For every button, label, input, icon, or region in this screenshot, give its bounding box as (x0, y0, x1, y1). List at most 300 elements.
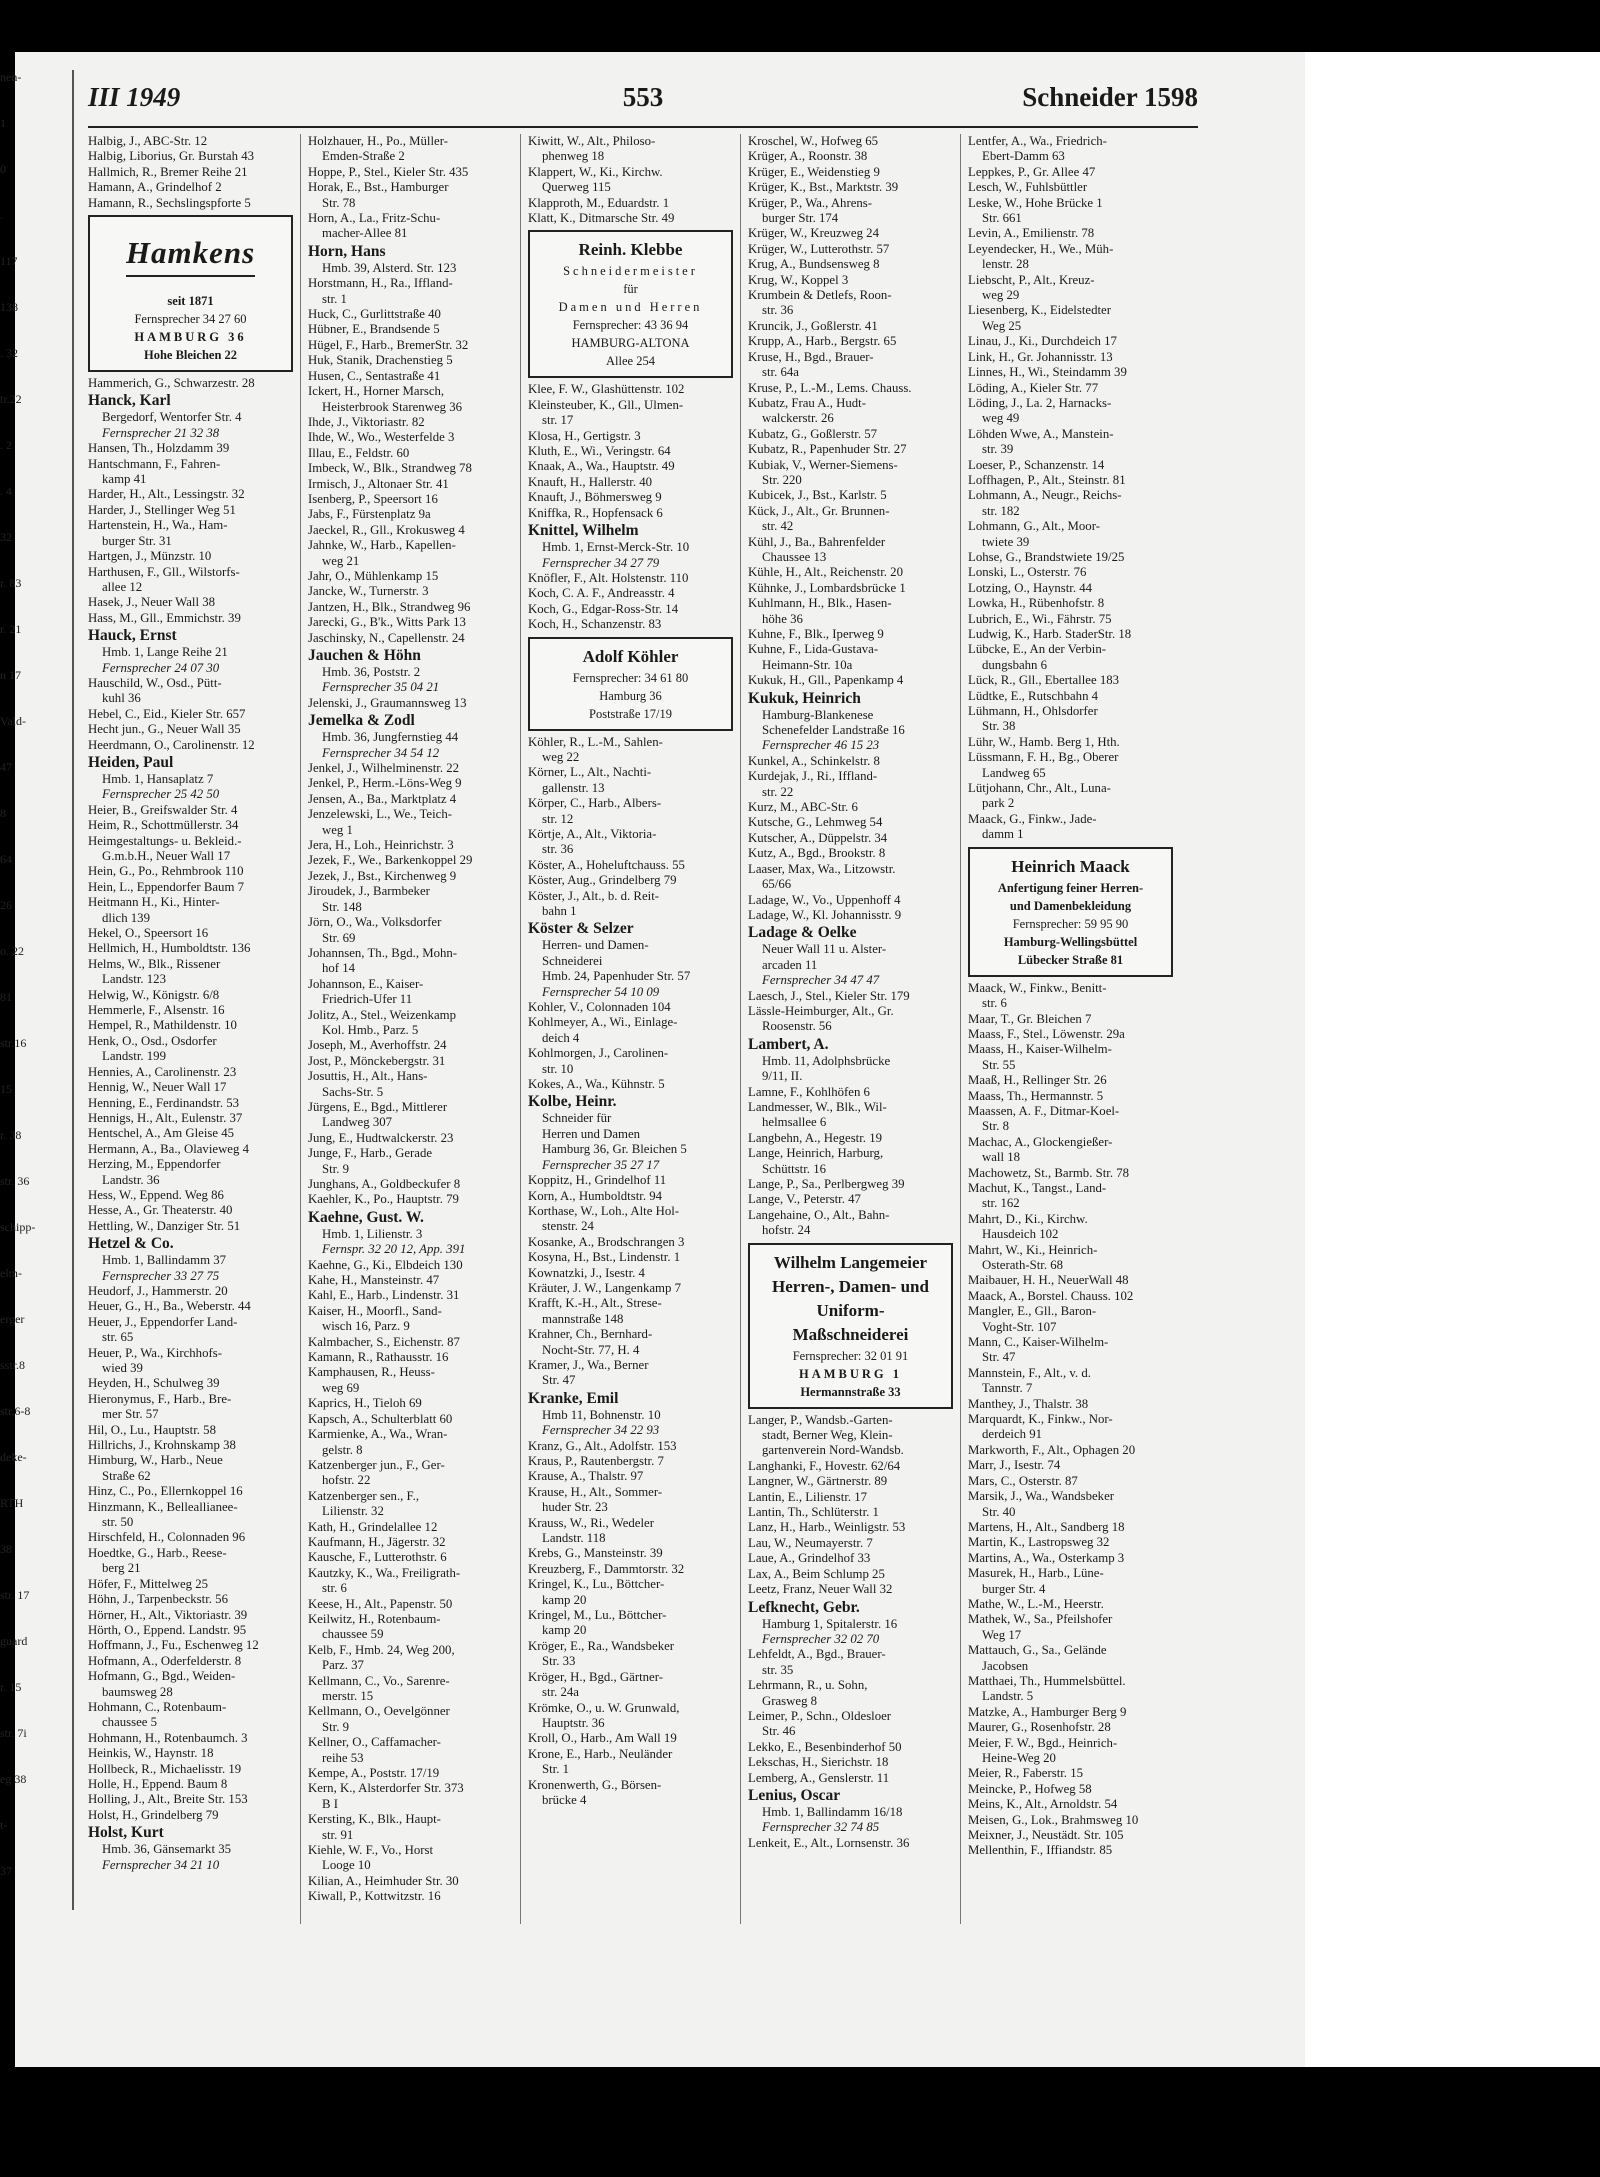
directory-entry: Hebel, C., Eid., Kieler Str. 657 (88, 706, 246, 721)
directory-entry: Maurer, G., Rosenhofstr. 28 (968, 1720, 1111, 1735)
directory-entry: Maass, H., Kaiser-Wilhelm- (968, 1042, 1112, 1057)
directory-entry: Fernsprecher 35 04 21 (322, 680, 440, 695)
directory-entry: Helms, W., Blk., Rissener (88, 956, 221, 971)
directory-entry: Hasek, J., Neuer Wall 38 (88, 595, 216, 610)
directory-entry: huder Str. 23 (542, 1500, 608, 1515)
directory-entry: Leetz, Franz, Neuer Wall 32 (748, 1582, 893, 1597)
directory-entry: Krüger, W., Kreuzweg 24 (748, 226, 879, 241)
gutter-fragment: sstr.8 (0, 1358, 26, 1372)
ad-line: Fernsprecher: 32 01 91 (792, 1348, 909, 1363)
directory-entry: Str. 661 (982, 211, 1022, 226)
directory-entry: Hoedtke, G., Harb., Reese- (88, 1545, 227, 1560)
directory-entry: wisch 16, Parz. 9 (322, 1319, 410, 1334)
directory-entry: Lück, R., Gll., Ebertallee 183 (968, 673, 1120, 688)
directory-entry: weg 29 (982, 288, 1020, 303)
directory-entry: Kiwitt, W., Alt., Philoso- (528, 134, 656, 148)
advertisement-box (88, 215, 293, 372)
directory-entry: Hempel, R., Mathildenstr. 10 (88, 1018, 237, 1033)
ad-line: Lübecker Straße 81 (1017, 952, 1124, 967)
column-3 (528, 134, 733, 1924)
directory-entry: Krause, A., Thalstr. 97 (528, 1469, 644, 1484)
firm-heading: Ladage & Oelke (748, 924, 857, 942)
directory-entry: Fernsprecher 34 27 79 (542, 555, 660, 570)
directory-entry: Kronenwerth, G., Börsen- (528, 1777, 662, 1792)
directory-entry: Horak, E., Bst., Hamburger (308, 180, 449, 195)
directory-entry: Hillrichs, J., Krohnskamp 38 (88, 1438, 236, 1453)
directory-entry: Fernsprecher 34 22 93 (542, 1423, 660, 1438)
directory-entry: Fernsprecher 34 47 47 (762, 973, 880, 988)
directory-entry: arcaden 11 (762, 957, 818, 972)
directory-entry: Voght-Str. 107 (982, 1319, 1057, 1334)
directory-entry: Jenkel, J., Wilhelminenstr. 22 (308, 761, 460, 776)
directory-entry: kuhl 36 (102, 691, 141, 706)
directory-entry: Kaehne, G., Ki., Elbdeich 130 (308, 1257, 463, 1272)
directory-entry: Hass, M., Gll., Emmichstr. 39 (88, 610, 241, 625)
directory-entry: Leske, W., Hohe Brücke 1 (968, 195, 1103, 210)
directory-entry: Köster, A., Hoheluftchauss. 55 (528, 857, 685, 872)
directory-entry: Ickert, H., Horner Marsch, (308, 384, 445, 399)
directory-entry: Hamburg-Blankenese (762, 707, 874, 722)
directory-entry: Krüger, W., Lutterothstr. 57 (748, 241, 890, 256)
directory-entry: Krafft, K.-H., Alt., Strese- (528, 1296, 662, 1311)
directory-entry: Harder, J., Stellinger Weg 51 (88, 502, 236, 517)
directory-entry: Kohler, V., Colonnaden 104 (528, 1000, 671, 1015)
directory-entry: Hohmann, C., Rotenbaum- (88, 1699, 227, 1714)
column-4 (748, 134, 953, 1924)
directory-entry: Straße 62 (102, 1468, 151, 1483)
directory-entry: Kruse, H., Bgd., Brauer- (748, 349, 874, 364)
directory-entry: Kutsche, G., Lehmweg 54 (748, 815, 883, 830)
directory-entry: Parz. 37 (322, 1658, 364, 1673)
directory-entry: Lehfeldt, A., Bgd., Brauer- (748, 1647, 886, 1662)
directory-entry: Hieronymus, F., Harb., Bre- (88, 1391, 232, 1406)
firm-heading: Holst, Kurt (88, 1824, 164, 1842)
directory-entry: Heuer, G., H., Ba., Weberstr. 44 (88, 1299, 251, 1314)
ad-line: Fernsprecher: 43 36 94 (572, 318, 689, 333)
directory-entry: Krüger, E., Weidenstieg 9 (748, 164, 880, 179)
directory-entry: Krug, A., Bundsensweg 8 (748, 257, 880, 272)
directory-entry: Kohlmeyer, A., Wi., Einlage- (528, 1015, 678, 1030)
directory-entry: weg 1 (322, 822, 353, 837)
directory-entry: Meier, F. W., Bgd., Heinrich- (968, 1735, 1118, 1750)
directory-entry: Hollbeck, R., Michaelisstr. 19 (88, 1761, 242, 1776)
directory-entry: Grasweg 8 (762, 1693, 818, 1708)
gutter-fragment: Vald- (0, 714, 26, 728)
directory-entry: str. 17 (542, 413, 574, 428)
directory-entry: Meins, K., Alt., Arnoldstr. 54 (968, 1797, 1118, 1812)
directory-entry: Lowka, H., Rübenhofstr. 8 (968, 596, 1105, 611)
directory-entry: Landstr. 5 (982, 1689, 1034, 1704)
directory-entry: Maack, A., Borstel. Chauss. 102 (968, 1288, 1134, 1303)
directory-entry: Lekschas, H., Sierichstr. 18 (748, 1755, 889, 1770)
directory-entry: Kleinsteuber, K., Gll., Ulmen- (528, 397, 684, 412)
directory-entry: Krumbein & Detlefs, Roon- (748, 288, 892, 303)
directory-entry: Harthusen, F., Gll., Wilstorfs- (88, 564, 240, 579)
directory-entry: Machac, A., Glockengießer- (968, 1134, 1113, 1149)
ad-line: Fernsprecher 34 27 60 (134, 312, 247, 327)
gutter-fragment: 0 (0, 162, 6, 176)
directory-entry: Ihde, W., Wo., Westerfelde 3 (308, 430, 455, 445)
directory-entry: Johannson, E., Kaiser- (308, 976, 424, 991)
directory-entry: Kühnke, J., Lombardsbrücke 1 (748, 580, 906, 595)
ad-line: HAMBURG-ALTONA (571, 336, 690, 351)
directory-entry: weg 69 (322, 1380, 360, 1395)
directory-entry: Friedrich-Ufer 11 (322, 992, 413, 1007)
directory-entry: reihe 53 (322, 1750, 364, 1765)
directory-entry: Laesch, J., Stel., Kieler Str. 179 (748, 988, 910, 1003)
ad-line: für (623, 282, 638, 297)
directory-entry: Hansen, Th., Holzdamm 39 (88, 441, 230, 456)
directory-entry: Kaufmann, H., Jägerstr. 32 (308, 1534, 446, 1549)
directory-entry: Hartgen, J., Münzstr. 10 (88, 549, 212, 564)
column-5 (968, 134, 1173, 1924)
directory-entry: Lesch, W., Fuhlsbüttler (968, 180, 1088, 195)
gutter-fragment: RTH (0, 1496, 24, 1510)
directory-entry: Heine-Weg 20 (982, 1751, 1056, 1765)
directory-entry: kamp 20 (542, 1623, 587, 1638)
directory-entry: str. 6 (982, 996, 1007, 1011)
directory-entry: Krug, W., Koppel 3 (748, 272, 849, 287)
directory-entry: Hauptstr. 36 (542, 1715, 605, 1730)
directory-entry: wied 39 (102, 1361, 143, 1375)
directory-entry: Matzke, A., Hamburger Berg 9 (968, 1704, 1127, 1719)
directory-entry: str. 10 (542, 1061, 574, 1076)
directory-entry: Keilwitz, H., Rotenbaum- (308, 1611, 441, 1626)
gutter-fragment: r. 83 (0, 576, 22, 590)
directory-entry: Junge, F., Harb., Gerade (308, 1146, 433, 1161)
directory-entry: Heudorf, J., Hammerstr. 20 (88, 1283, 228, 1298)
directory-entry: str. 1 (322, 291, 347, 306)
directory-entry: Hamburg 1, Spitalerstr. 16 (762, 1616, 898, 1631)
directory-entry: str. 162 (982, 1196, 1020, 1211)
directory-entry: Loeser, P., Schanzenstr. 14 (968, 457, 1105, 472)
directory-entry: Lilienstr. 32 (322, 1504, 384, 1519)
directory-entry: Weg 17 (982, 1627, 1022, 1642)
directory-entry: Kräuter, J. W., Langenkamp 7 (528, 1280, 682, 1295)
directory-entry: Kurz, M., ABC-Str. 6 (748, 800, 858, 815)
directory-entry: Hmb 11, Bohnenstr. 10 (542, 1407, 661, 1422)
directory-entry: Martin, K., Lastropsweg 32 (968, 1535, 1110, 1550)
directory-entry: Höfer, F., Mittelweg 25 (88, 1576, 209, 1591)
directory-entry: Kubatz, R., Papenhuder Str. 27 (748, 442, 907, 457)
directory-entry: Heisterbrook Starenweg 36 (322, 399, 463, 414)
firm-heading: Lefknecht, Gebr. (748, 1598, 860, 1616)
directory-entry: Hmb. 1, Hansaplatz 7 (102, 771, 214, 786)
ad-line: Hamburg-Wellingsbüttel (1003, 934, 1138, 949)
directory-entry: Horstmann, H., Ra., Iffland- (308, 276, 453, 291)
directory-entry: Kubicek, J., Bst., Karlstr. 5 (748, 488, 887, 503)
directory-entry: str. 65 (102, 1330, 134, 1345)
directory-entry: Meisen, G., Lok., Brahmsweg 10 (968, 1812, 1139, 1827)
directory-entry: Husen, C., Sentastraße 41 (308, 368, 441, 383)
directory-entry: Lantin, E., Lilienstr. 17 (748, 1489, 868, 1504)
directory-entry: Jürgens, E., Bgd., Mittlerer (308, 1099, 448, 1114)
directory-entry: Mahrt, D., Ki., Kirchw. (968, 1211, 1088, 1226)
ad-line: Poststraße 17/19 (589, 706, 672, 721)
firm-heading: Heiden, Paul (88, 753, 174, 771)
directory-entry: Kersting, K., Blk., Haupt- (308, 1812, 441, 1827)
directory-entry: str. 12 (542, 811, 574, 826)
directory-entry: Lonski, L., Osterstr. 76 (968, 565, 1087, 580)
directory-entry: Landweg 65 (982, 765, 1046, 780)
directory-entry: Schneiderei (542, 953, 603, 968)
directory-entry: Lässle-Heimburger, Alt., Gr. (748, 1003, 894, 1018)
directory-entry: Liesenberg, K., Eidelstedter (968, 303, 1111, 318)
gutter-fragment: eg 38 (0, 1772, 27, 1786)
directory-entry: Hamann, R., Sechslingspforte 5 (88, 195, 251, 210)
directory-entry: Hmb. 1, Lilienstr. 3 (322, 1226, 423, 1241)
firm-heading: Kaehne, Gust. W. (308, 1208, 424, 1226)
directory-entry: Fernsprecher 34 21 10 (102, 1857, 220, 1872)
directory-entry: B I (322, 1796, 338, 1811)
directory-entry: Tannstr. 7 (982, 1381, 1033, 1396)
directory-entry: Kringel, M., Lu., Böttcher- (528, 1608, 667, 1623)
directory-entry: Klee, F. W., Glashüttenstr. 102 (528, 382, 685, 397)
gutter-fragment: r. 15 (0, 1680, 22, 1694)
directory-entry: Jarecki, G., B'k., Witts Park 13 (308, 615, 466, 630)
gutter-fragment: 38 (0, 1542, 12, 1556)
directory-entry: Holzhauer, H., Po., Müller- (308, 134, 448, 148)
directory-entry: Junghans, A., Goldbeckufer 8 (308, 1177, 461, 1191)
directory-entry: Laue, A., Grindelhof 33 (748, 1551, 871, 1566)
gutter-fragment: nen- (0, 70, 22, 84)
advertisement-box (528, 230, 733, 378)
directory-entry: burger Str. 174 (762, 211, 839, 226)
directory-entry: Kubatz, G., Goßlerstr. 57 (748, 426, 878, 441)
directory-entry: Herzing, M., Eppendorfer (88, 1157, 221, 1172)
directory-entry: Hauschild, W., Osd., Pütt- (88, 675, 222, 690)
directory-entry: Hartenstein, H., Wa., Ham- (88, 518, 228, 533)
directory-entry: Lühmann, H., Ohlsdorfer (968, 704, 1098, 719)
directory-entry: Lubrich, E., Wi., Fährstr. 75 (968, 611, 1112, 626)
directory-entry: Mannstein, F., Alt., v. d. (968, 1365, 1091, 1380)
directory-entry: Str. 38 (982, 719, 1016, 734)
directory-entry: Lange, V., Peterstr. 47 (748, 1192, 861, 1207)
directory-entry: Mellenthin, F., Iffiandstr. 85 (968, 1843, 1113, 1858)
directory-entry: Jera, H., Loh., Heinrichstr. 3 (308, 838, 454, 853)
directory-entry: Holst, H., Grindelberg 79 (88, 1807, 219, 1822)
directory-entry: Fernsprecher 21 32 38 (102, 425, 220, 440)
directory-entry: Hmb. 1, Ballindamm 16/18 (762, 1804, 903, 1819)
directory-entry: Heimann-Str. 10a (762, 657, 853, 672)
gutter-fragment: str.16 (0, 1036, 27, 1050)
directory-entry: Henk, O., Osd., Osdorfer (88, 1033, 217, 1048)
directory-entry: Kahe, H., Mansteinstr. 47 (308, 1273, 440, 1288)
directory-entry: Jiroudek, J., Barmbeker (308, 884, 430, 899)
directory-entry: weg 21 (322, 553, 360, 568)
directory-entry: Marsik, J., Wa., Wandsbeker (968, 1489, 1115, 1504)
directory-entry: Lau, W., Neumayerstr. 7 (748, 1535, 873, 1550)
ad-line: seit 1871 (167, 294, 214, 309)
directory-entry: Hamburg 36, Gr. Bleichen 5 (542, 1142, 687, 1157)
directory-entry: brücke 4 (542, 1792, 587, 1807)
directory-entry: Himburg, W., Harb., Neue (88, 1453, 223, 1468)
directory-entry: Levin, A., Emilienstr. 78 (968, 226, 1095, 241)
directory-entry: Jung, E., Hudtwalckerstr. 23 (308, 1130, 454, 1145)
directory-entry: Kroschel, W., Hofweg 65 (748, 134, 879, 148)
directory-entry: Manthey, J., Thalstr. 38 (968, 1396, 1089, 1411)
directory-entry: mannstraße 148 (542, 1311, 624, 1326)
directory-entry: Kautzky, K., Wa., Freiligrath- (308, 1565, 461, 1580)
directory-entry: Jacobsen (982, 1658, 1029, 1673)
directory-entry: Koch, G., Edgar-Ross-Str. 14 (528, 601, 679, 616)
directory-entry: Emden-Straße 2 (322, 149, 405, 164)
directory-entry: kamp 41 (102, 472, 147, 487)
directory-entry: Mahrt, W., Ki., Heinrich- (968, 1242, 1098, 1257)
ad-line: Wilhelm Langemeier (773, 1252, 928, 1272)
directory-entry: Kaprics, H., Tieloh 69 (308, 1396, 422, 1411)
directory-entry: Marquardt, K., Finkw., Nor- (968, 1412, 1113, 1427)
directory-entry: Ladage, W., Kl. Johannisstr. 9 (748, 907, 902, 922)
directory-entry: Leyendecker, H., We., Müh- (968, 241, 1114, 256)
directory-entry: Hohmann, H., Rotenbaumch. 3 (88, 1730, 248, 1745)
directory-entry: Jantzen, H., Blk., Strandweg 96 (308, 599, 471, 614)
directory-entry: Fernsprecher 24 07 30 (102, 660, 220, 675)
header-page-number: 553 (622, 82, 664, 112)
header-running-title: Schneider 1598 (1022, 82, 1198, 112)
gutter-fragment: 81 (0, 990, 12, 1004)
ad-line: Hamburg 36 (599, 688, 662, 703)
firm-heading: Horn, Hans (308, 242, 386, 260)
directory-entry: Lemberg, A., Genslerstr. 11 (748, 1770, 890, 1785)
directory-entry: Hmb. 39, Alsterd. Str. 123 (322, 260, 457, 275)
firm-heading: Hetzel & Co. (88, 1235, 174, 1253)
directory-entry: Hennig, W., Neuer Wall 17 (88, 1080, 227, 1095)
directory-entry: Fernsprecher 35 27 17 (542, 1157, 660, 1172)
directory-entry: Horn, A., La., Fritz-Schu- (308, 211, 441, 226)
gutter-fragment: 117 (0, 254, 18, 268)
directory-entry: Str. 8 (982, 1119, 1010, 1134)
directory-entry: Matthaei, Th., Hummelsbüttel. (968, 1673, 1126, 1688)
directory-entry: Harder, H., Alt., Lessingstr. 32 (88, 487, 245, 502)
directory-entry: Hmb. 24, Papenhuder Str. 57 (542, 969, 691, 984)
directory-entry: Fernsprecher 32 74 85 (762, 1820, 880, 1835)
directory-entry: Lohse, G., Brandstwiete 19/25 (968, 549, 1125, 564)
directory-entry: baumsweg 28 (102, 1684, 173, 1699)
directory-entry: Kern, K., Alsterdorfer Str. 373 (308, 1781, 464, 1796)
directory-entry: str. 182 (982, 503, 1020, 518)
ad-line: Reinh. Klebbe (578, 240, 683, 260)
directory-entry: Kiwall, P., Kottwitzstr. 16 (308, 1889, 441, 1904)
gutter-fragment: r. 21 (0, 622, 22, 636)
directory-entry: deich 4 (542, 1030, 580, 1045)
column-1 (88, 134, 293, 1924)
directory-entry: Kellner, O., Caffamacher- (308, 1735, 441, 1750)
directory-entry: Hinzmann, K., Belleallianee- (88, 1499, 238, 1514)
directory-entry: str. 50 (102, 1515, 134, 1530)
gutter-fragment: str. 36 (0, 1174, 30, 1188)
directory-entry: Langehaine, O., Alt., Bahn- (748, 1207, 890, 1222)
directory-entry: Lekko, E., Besenbinderhof 50 (748, 1739, 902, 1754)
gutter-fragment: 64 (0, 852, 12, 866)
directory-entry: Hoppe, P., Stel., Kieler Str. 435 (308, 164, 469, 179)
advertisement-box (748, 1243, 953, 1409)
directory-entry: Jancke, W., Turnerstr. 3 (308, 584, 429, 599)
directory-entry: Heerdmann, O., Carolinenstr. 12 (88, 737, 255, 752)
directory-entry: Kuhne, F., Blk., Iperweg 9 (748, 627, 884, 641)
firm-heading: Kolbe, Heinr. (528, 1093, 617, 1111)
directory-entry: Heuer, P., Wa., Kirchhofs- (88, 1345, 222, 1360)
gutter-fragment: n 17 (0, 668, 21, 682)
directory-entry: Isenberg, P., Speersort 16 (308, 491, 438, 506)
directory-entry: Martens, H., Alt., Sandberg 18 (968, 1519, 1125, 1534)
directory-entry: Link, H., Gr. Johannisstr. 13 (968, 349, 1113, 364)
ad-line: Fernsprecher: 59 95 90 (1012, 916, 1129, 931)
directory-entry: Maaß, H., Rellinger Str. 26 (968, 1073, 1107, 1088)
directory-entry: Mars, C., Osterstr. 87 (968, 1473, 1078, 1488)
directory-entry: Kühle, H., Alt., Reichenstr. 20 (748, 565, 903, 580)
directory-entry: G.m.b.H., Neuer Wall 17 (102, 849, 231, 863)
directory-entry: Markworth, F., Alt., Ophagen 20 (968, 1442, 1136, 1457)
directory-entry: Hantschmann, F., Fahren- (88, 456, 221, 471)
directory-entry: burger Str. 4 (982, 1581, 1046, 1596)
directory-entry: höhe 36 (762, 611, 803, 626)
directory-entry: Lentfer, A., Wa., Friedrich- (968, 134, 1107, 148)
ad-line: Schneidermeister (563, 264, 698, 279)
directory-entry: Kubiak, V., Werner-Siemens- (748, 457, 898, 472)
directory-entry: Landweg 307 (322, 1115, 393, 1130)
directory-entry: Langbehn, A., Hegestr. 19 (748, 1130, 882, 1145)
directory-entry: Chaussee 13 (762, 549, 827, 564)
directory-entry: Kringel, K., Lu., Böttcher- (528, 1577, 665, 1592)
directory-entry: Korthase, W., Loh., Alte Hol- (528, 1203, 680, 1218)
directory-entry: Nocht-Str. 77, H. 4 (542, 1342, 640, 1357)
firm-heading: Jauchen & Höhn (308, 647, 421, 664)
ad-line: Herren-, Damen- und (772, 1276, 929, 1296)
column-rule (740, 134, 741, 1924)
directory-entry: Jenzelewski, L., We., Teich- (308, 807, 453, 822)
directory-entry: Kluth, E., Wi., Veringstr. 64 (528, 444, 671, 459)
directory-entry: Heitmann H., Ki., Hinter- (88, 895, 220, 910)
directory-entry: Heier, B., Greifswalder Str. 4 (88, 802, 238, 817)
directory-entry: Looge 10 (322, 1858, 371, 1873)
directory-entry: Hmb. 36, Jungfernstieg 44 (322, 730, 459, 745)
directory-entry: Jezek, J., Bst., Kirchenweg 9 (308, 868, 457, 883)
previous-page-gutter (0, 70, 68, 1910)
directory-entry: Hausdeich 102 (982, 1227, 1059, 1242)
directory-entry: Kuhne, F., Lida-Gustava- (748, 642, 879, 657)
directory-entry: Kiehle, W. F., Vo., Horst (308, 1843, 434, 1858)
directory-entry: Krüger, A., Roonstr. 38 (748, 149, 868, 164)
directory-entry: Hennies, A., Carolinenstr. 23 (88, 1064, 237, 1079)
directory-entry: Jensen, A., Ba., Marktplatz 4 (308, 791, 457, 806)
directory-entry: Kroll, O., Harb., Am Wall 19 (528, 1731, 677, 1746)
directory-entry: Koch, C. A. F., Andreasstr. 4 (528, 586, 675, 601)
directory-entry: Heuer, J., Eppendorfer Land- (88, 1314, 238, 1329)
column-rule (300, 134, 301, 1924)
gutter-fragment: guard (0, 1634, 28, 1648)
gutter-fragment: erger (0, 1312, 25, 1326)
directory-entry: Höhn, J., Tarpenbeckstr. 56 (88, 1592, 228, 1607)
directory-entry: stadt, Berner Weg, Klein- (762, 1428, 893, 1443)
directory-entry: walckerstr. 26 (762, 411, 834, 426)
directory-entry: Jost, P., Mönckebergstr. 31 (308, 1053, 446, 1068)
directory-entry: Kutscher, A., Düppelstr. 34 (748, 830, 888, 845)
directory-entry: Klappert, W., Ki., Kirchw. (528, 164, 663, 179)
directory-entry: str. 22 (762, 784, 794, 799)
directory-entry: weg 49 (982, 411, 1020, 426)
directory-entry: Landmesser, W., Blk., Wil- (748, 1099, 887, 1114)
directory-entry: Halbig, J., ABC-Str. 12 (88, 134, 208, 148)
directory-entry: Köster, J., Alt., b. d. Reit- (528, 888, 660, 903)
gutter-fragment: . 4 (0, 484, 12, 498)
directory-entry: Lanz, H., Harb., Weinligstr. 53 (748, 1520, 906, 1535)
directory-entry: Holle, H., Eppend. Baum 8 (88, 1776, 228, 1791)
advertisement-box (528, 637, 733, 731)
directory-entry: phenweg 18 (542, 149, 605, 164)
directory-entry: Karmienke, A., Wa., Wran- (308, 1427, 448, 1442)
directory-entry: Hermann, A., Ba., Olavieweg 4 (88, 1141, 249, 1156)
